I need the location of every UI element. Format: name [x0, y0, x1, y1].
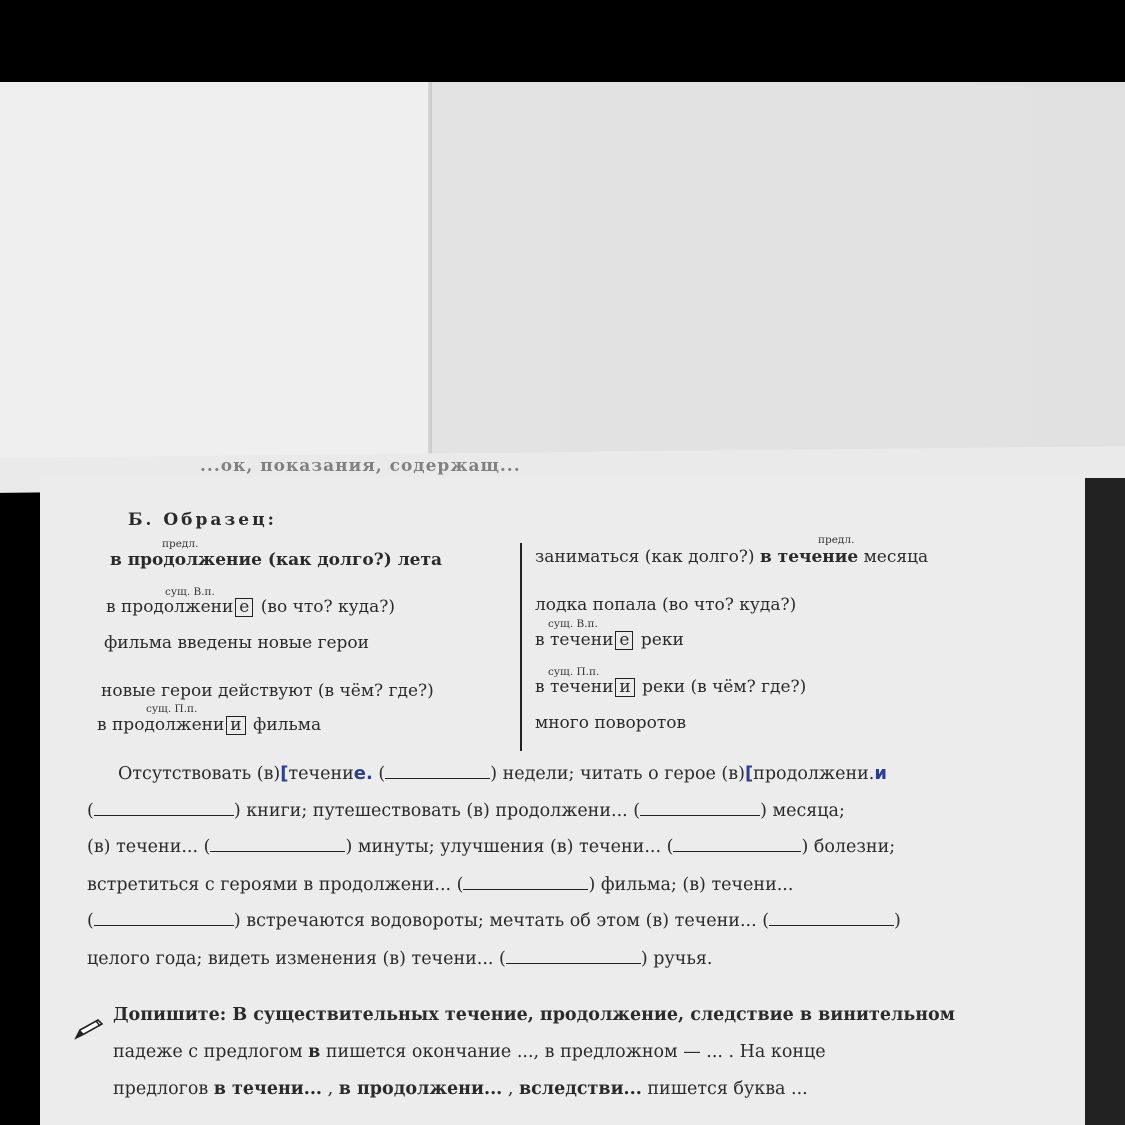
exercise-text: )	[894, 911, 901, 931]
example-right-1a: заниматься (как долго?)	[535, 547, 760, 567]
exercise-text: ) ручья.	[640, 949, 713, 969]
exercise-text: встретиться с героями в продолжени... (	[87, 875, 464, 895]
folded-paper-sheet	[0, 82, 1125, 482]
exercise-line-1	[118, 762, 887, 784]
column-divider	[520, 543, 522, 751]
task-text-bold: вследстви...	[518, 1079, 642, 1099]
answer-blank[interactable]	[463, 873, 588, 890]
example-left-2b: (во что? куда?)	[260, 597, 395, 617]
label-noun-pp-left: сущ. П.п.	[146, 703, 198, 715]
exercise-text: течени	[288, 764, 354, 784]
label-prep-left: предл.	[162, 538, 199, 550]
example-line-left-5	[97, 715, 321, 735]
task-text: ,	[322, 1079, 339, 1099]
exercise-text: продолжени.	[753, 764, 875, 784]
pencil-icon	[74, 1018, 104, 1040]
exercise-text: ) минуты; улучшения (в) течени... (	[345, 837, 674, 857]
exercise-text: ) фильма; (в) течени...	[588, 875, 794, 895]
example-right-1c: месяца	[858, 547, 929, 567]
example-left-5b: фильма	[253, 715, 322, 735]
ending-box: е	[615, 631, 633, 650]
example-left-4: новые герои действуют (в чём? где?)	[101, 681, 434, 701]
exercise-text: ) встречаются водовороты; мечтать об этом (в) течени... (	[233, 911, 770, 931]
task-line-2	[113, 1042, 826, 1062]
example-line-left-1	[110, 550, 442, 570]
exercise-text: ) месяца;	[760, 801, 845, 821]
label-noun-vp-left: сущ. В.п.	[165, 586, 215, 598]
answer-blank[interactable]	[506, 947, 641, 964]
example-line-right-4	[535, 677, 806, 697]
handwritten-answer: и	[874, 763, 887, 784]
handwritten-mark: [	[744, 763, 754, 784]
task-text: падеже с предлогом	[113, 1042, 309, 1062]
task-text-bold: в	[308, 1042, 321, 1062]
paper-fold-line	[428, 82, 432, 482]
exercise-text: целого года; видеть изменения (в) течени... (	[87, 949, 506, 969]
example-right-5: много поворотов	[535, 713, 687, 733]
exercise-text: (	[87, 911, 94, 931]
example-right-3b: реки	[640, 630, 684, 650]
label-noun-pp-right: сущ. П.п.	[548, 666, 600, 678]
example-line-right-3	[535, 630, 684, 650]
task-line-1: Допишите: В существительных течение, продолжение, следствие в винительном	[113, 1005, 955, 1025]
answer-blank[interactable]	[673, 835, 801, 852]
exercise-text: (	[87, 801, 94, 821]
ending-box: и	[226, 716, 245, 735]
ending-box: е	[235, 598, 253, 617]
exercise-text: ) книги; путешествовать (в) продолжени... (	[233, 801, 641, 821]
example-line-right-1	[535, 547, 928, 567]
task-text-bold: в продолжени...	[338, 1079, 503, 1099]
page-edge-shadow	[1085, 478, 1125, 1125]
task-text-bold: в течени...	[213, 1079, 323, 1099]
ending-box: и	[615, 678, 634, 697]
curl-text: ...ок, показания, содержащ...	[200, 456, 521, 476]
exercise-line-3	[87, 835, 895, 857]
answer-blank[interactable]	[640, 799, 760, 816]
task-text: предлогов	[113, 1079, 214, 1099]
section-title: Б. Образец:	[128, 510, 277, 530]
exercise-line-4	[87, 873, 793, 895]
task-line-3	[113, 1079, 808, 1099]
task-text: ,	[502, 1079, 519, 1099]
example-right-3a: в течени	[535, 630, 614, 650]
answer-blank[interactable]	[94, 909, 234, 926]
example-left-2a: в продолжени	[106, 597, 234, 617]
exercise-line-2	[87, 799, 845, 821]
exercise-text: Отсутствовать (в)	[118, 764, 281, 784]
exercise-text: ) болезни;	[801, 837, 896, 857]
black-border-top	[0, 0, 1125, 82]
example-left-1: в продолжение (как долго?) лета	[110, 550, 443, 570]
example-right-4a: в течени	[535, 677, 614, 697]
answer-blank[interactable]	[385, 762, 490, 779]
example-right-2: лодка попала (во что? куда?)	[535, 595, 797, 615]
exercise-text: (	[378, 764, 386, 784]
task-text: пишется окончание ..., в предложном — ... . На конце	[320, 1042, 826, 1062]
exercise-line-6	[87, 947, 712, 969]
answer-blank[interactable]	[94, 799, 234, 816]
handwritten-answer: е.	[353, 763, 373, 784]
example-left-3: фильма введены новые герои	[104, 633, 369, 653]
exercise-text: (в) течени... (	[87, 837, 211, 857]
example-line-left-2	[106, 597, 395, 617]
handwritten-mark: [	[280, 763, 289, 784]
answer-blank[interactable]	[210, 835, 345, 852]
example-left-5a: в продолжени	[97, 715, 225, 735]
example-right-1b: в течение	[759, 547, 859, 567]
label-noun-vp-right: сущ. В.п.	[548, 618, 598, 630]
label-prep-right: предл.	[818, 534, 855, 546]
exercise-text: ) недели; читать о герое (в)	[490, 764, 745, 784]
exercise-line-5	[87, 909, 901, 931]
example-right-4b: реки (в чём? где?)	[642, 677, 807, 697]
task-text: пишется буква ...	[641, 1079, 808, 1099]
answer-blank[interactable]	[769, 909, 894, 926]
